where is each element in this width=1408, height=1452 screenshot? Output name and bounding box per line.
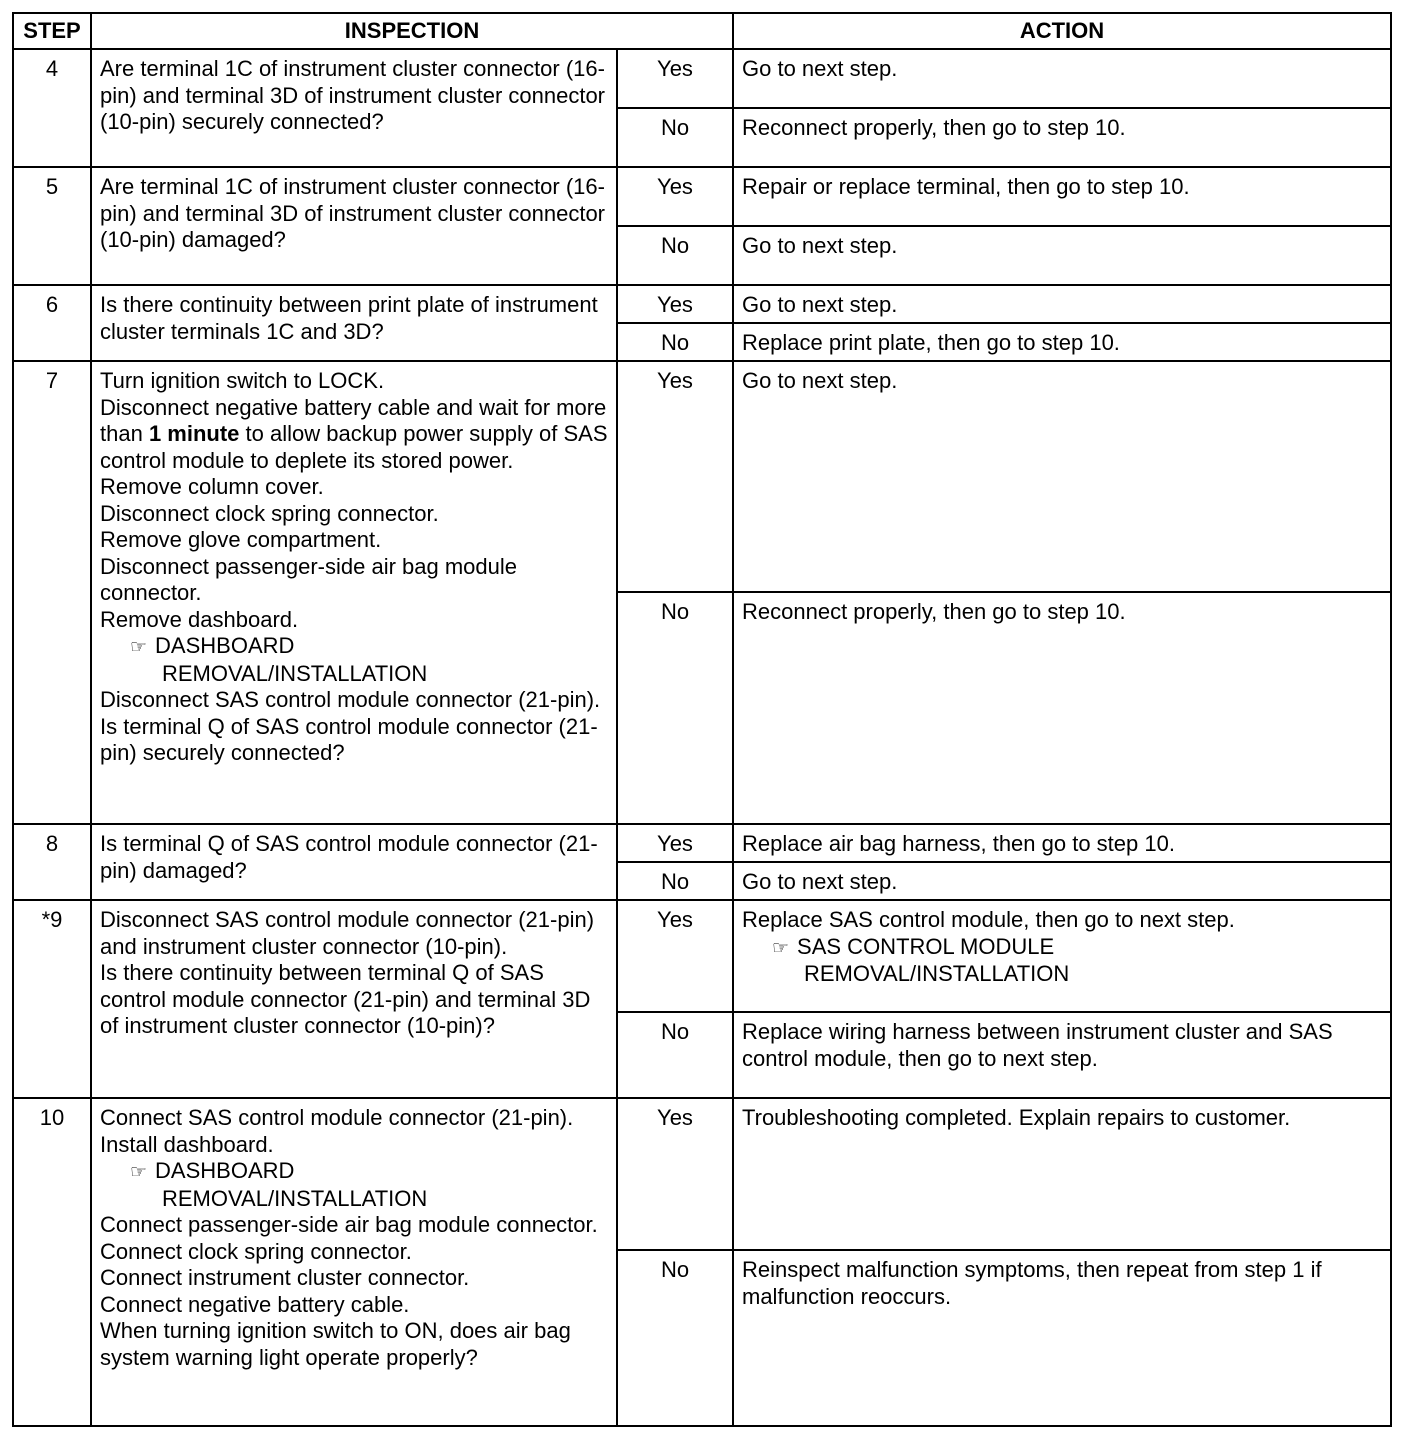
step-10-yes-action: Troubleshooting completed. Explain repairs to customer.	[733, 1098, 1391, 1250]
step-8-number: 8	[13, 824, 91, 900]
step-8-no-action: Go to next step.	[733, 862, 1391, 900]
step-9-reference-line-1: SAS CONTROL MODULE	[797, 933, 1055, 959]
step-9-no-action: Replace wiring harness between instrument cluster and SAS control module, then go to next step.	[733, 1012, 1391, 1098]
step-5-inspection: Are terminal 1C of instrument cluster connector (16-pin) and terminal 3D of instrument cluster connector (10-pin) damaged?	[91, 167, 617, 285]
step-7-line-5: Remove glove compartment.	[100, 527, 382, 552]
step-7-reference	[100, 633, 608, 661]
step-5-no-label: No	[617, 226, 733, 285]
step-9-reference-line-2: REMOVAL/INSTALLATION	[804, 961, 1070, 986]
step-9-line-2: Is there continuity between terminal Q of SAS control module connector (21-pin) and terminal 3D of instrument cluster connector (10-pin)?	[100, 960, 591, 1038]
step-10-line-5: Connect instrument cluster connector.	[100, 1265, 470, 1290]
step-7-line-4: Disconnect clock spring connector.	[100, 500, 439, 526]
step-6-yes-label: Yes	[617, 285, 733, 323]
step-7-inspection	[91, 361, 617, 824]
step-10-line-3: Connect passenger-side air bag module connector.	[100, 1212, 598, 1237]
step-5-no-action: Go to next step.	[733, 226, 1391, 285]
step-10-number: 10	[13, 1098, 91, 1426]
step-5-number: 5	[13, 167, 91, 285]
step-7-line-2c: to allow backup power supply of SAS control module to deplete its stored power.	[100, 421, 608, 473]
step-4-yes-label: Yes	[617, 49, 733, 108]
step-7-yes-action: Go to next step.	[733, 361, 1391, 592]
reference-hand-icon: ☞	[130, 636, 148, 658]
step-header: STEP	[13, 13, 91, 49]
step-5-yes-action: Repair or replace terminal, then go to step 10.	[733, 167, 1391, 226]
step-8-no-label: No	[617, 862, 733, 900]
step-7-wait-time: 1 minute	[148, 421, 240, 446]
step-10-line-7: When turning ignition switch to ON, does air bag system warning light operate properly?	[100, 1318, 571, 1370]
inspection-header: INSPECTION	[91, 13, 733, 49]
step-6-number: 6	[13, 285, 91, 361]
step-9-yes-label: Yes	[617, 900, 733, 1012]
step-10-line-1: Connect SAS control module connector (21-pin).	[100, 1105, 574, 1130]
reference-hand-icon: ☞	[130, 1161, 148, 1183]
step-4-yes-row	[13, 49, 1391, 108]
step-7-line-1: Turn ignition switch to LOCK.	[100, 368, 385, 393]
step-8-yes-row	[13, 824, 1391, 862]
step-8-inspection: Is terminal Q of SAS control module connector (21-pin) damaged?	[91, 824, 617, 900]
step-8-yes-label: Yes	[617, 824, 733, 862]
step-10-no-action: Reinspect malfunction symptoms, then repeat from step 1 if malfunction reoccurs.	[733, 1250, 1391, 1426]
step-9-line-1: Disconnect SAS control module connector (21-pin) and instrument cluster connector (10-pin).	[100, 907, 595, 959]
step-9-reference	[742, 934, 1382, 962]
step-4-no-label: No	[617, 108, 733, 167]
step-7-yes-row	[13, 361, 1391, 592]
step-6-no-action: Replace print plate, then go to step 10.	[733, 323, 1391, 361]
step-7-line-8: Disconnect SAS control module connector (21-pin).	[100, 687, 601, 712]
step-7-reference-line-1: DASHBOARD	[155, 633, 295, 658]
step-10-inspection	[91, 1098, 617, 1426]
step-6-no-label: No	[617, 323, 733, 361]
step-7-yes-label: Yes	[617, 361, 733, 592]
troubleshooting-document	[12, 12, 1390, 1427]
step-7-no-action: Reconnect properly, then go to step 10.	[733, 592, 1391, 824]
step-7-reference-line-2: REMOVAL/INSTALLATION	[162, 660, 428, 686]
header-row	[13, 13, 1391, 49]
step-7-line-2a: Disconnect negative battery cable and wait for more than	[100, 394, 607, 446]
step-10-no-label: No	[617, 1250, 733, 1426]
step-6-yes-row	[13, 285, 1391, 323]
step-10-reference-line-2: REMOVAL/INSTALLATION	[162, 1185, 428, 1211]
step-5-yes-row	[13, 167, 1391, 226]
step-9-yes-action	[733, 900, 1391, 1012]
step-9-no-label: No	[617, 1012, 733, 1098]
step-7-line-9: Is terminal Q of SAS control module connector (21-pin) securely connected?	[100, 713, 598, 765]
step-4-inspection: Are terminal 1C of instrument cluster connector (16-pin) and terminal 3D of instrument cluster connector (10-pin) securely connected?	[91, 49, 617, 167]
step-8-yes-action: Replace air bag harness, then go to step 10.	[733, 824, 1391, 862]
step-9-inspection	[91, 900, 617, 1098]
step-5-yes-label: Yes	[617, 167, 733, 226]
step-10-reference-line-1: DASHBOARD	[155, 1158, 295, 1183]
troubleshooting-table	[12, 12, 1392, 1427]
step-7-line-7: Remove dashboard.	[100, 606, 299, 632]
step-6-inspection: Is there continuity between print plate of instrument cluster terminals 1C and 3D?	[91, 285, 617, 361]
action-header: ACTION	[733, 13, 1391, 49]
step-7-line-2	[100, 395, 608, 475]
step-7-number: 7	[13, 361, 91, 824]
step-10-yes-row	[13, 1098, 1391, 1250]
step-9-number: *9	[13, 900, 91, 1098]
step-10-line-2: Install dashboard.	[100, 1131, 274, 1157]
step-9-yes-action-text: Replace SAS control module, then go to next step.	[742, 907, 1235, 932]
step-10-yes-label: Yes	[617, 1098, 733, 1250]
step-4-no-action: Reconnect properly, then go to step 10.	[733, 108, 1391, 167]
step-6-yes-action: Go to next step.	[733, 285, 1391, 323]
step-10-line-6: Connect negative battery cable.	[100, 1291, 410, 1317]
step-4-number: 4	[13, 49, 91, 167]
reference-hand-icon: ☞	[772, 936, 790, 959]
step-9-yes-row	[13, 900, 1391, 1012]
step-7-line-6: Disconnect passenger-side air bag module connector.	[100, 553, 518, 605]
step-7-line-3: Remove column cover.	[100, 474, 324, 499]
step-10-line-4: Connect clock spring connector.	[100, 1238, 412, 1264]
step-7-no-label: No	[617, 592, 733, 824]
step-10-reference	[100, 1158, 608, 1186]
step-4-yes-action: Go to next step.	[733, 49, 1391, 108]
